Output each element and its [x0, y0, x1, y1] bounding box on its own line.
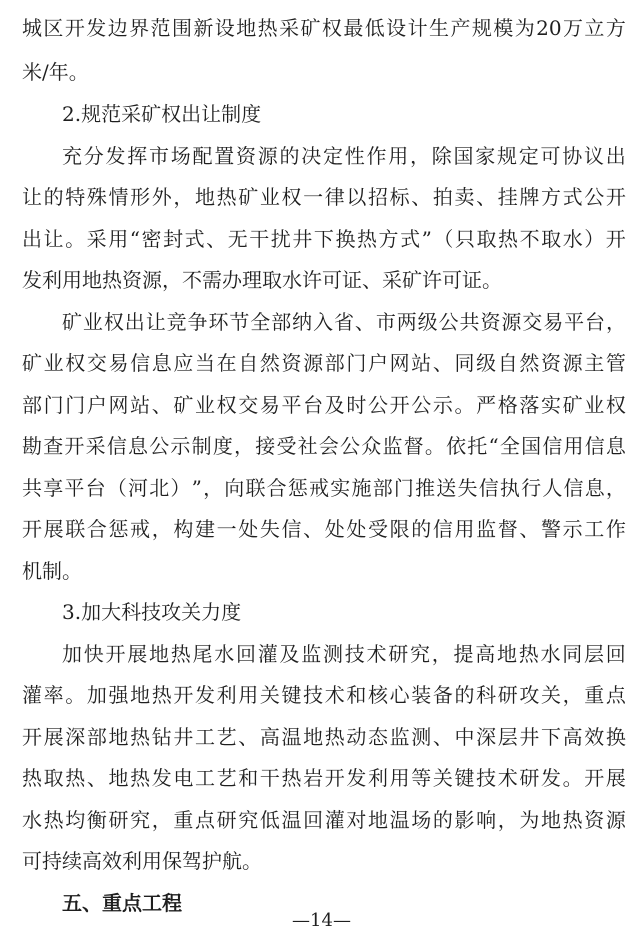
paragraph-line: 出 让 。 采 用 “ 密 封 式 、 无 干 扰 井 下 换 热 方 式 ” （ 只 取 热 不 取 水 ） 开 — [22, 227, 626, 251]
section-heading: 2.规范采矿权出让制度 — [62, 102, 262, 126]
page-number: —14— — [292, 910, 351, 931]
paragraph-line: 矿 业 权 交 易 信 息 应 当 在 自 然 资 源 部 门 户 网 站 、 同 级 自 然 资 源 主 管 — [22, 351, 626, 375]
paragraph-line: 米/年。 — [22, 60, 89, 84]
paragraph-line: 矿 业 权 出 让 竞 争 环 节 全 部 纳 入 省 、 市 两 级 公 共 资 源 交 易 平 台 ， — [62, 310, 626, 334]
paragraph-line: 灌 率 。 加 强 地 热 开 发 利 用 关 键 技 术 和 核 心 装 备 的 科 研 攻 关 ， 重 点 — [22, 683, 626, 707]
chapter-heading: 五、重点工程 — [62, 891, 182, 915]
paragraph-line: 开 展 联 合 惩 戒 ， 构 建 一 处 失 信 、 处 处 受 限 的 信 用 监 督 、 警 示 工 作 — [22, 517, 626, 541]
paragraph-line: 水 热 均 衡 研 究 ， 重 点 研 究 低 温 回 灌 对 地 温 场 的 影 响 ， 为 地 热 资 源 — [22, 808, 626, 832]
paragraph-line: 部 门 门 户 网 站 、 矿 业 权 交 易 平 台 及 时 公 开 公 示 。 严 格 落 实 矿 业 权 — [22, 393, 626, 417]
paragraph-line: 发利用地热资源，不需办理取水许可证、采矿许可证。 — [22, 268, 502, 292]
paragraph-line: 开 展 深 部 地 热 钻 井 工 艺 、 高 温 地 热 动 态 监 测 、 中 深 层 井 下 高 效 换 — [22, 725, 626, 749]
paragraph-line: 可持续高效利用保驾护航。 — [22, 849, 262, 873]
section-heading: 3.加大科技攻关力度 — [62, 600, 242, 624]
paragraph-line: 加 快 开 展 地 热 尾 水 回 灌 及 监 测 技 术 研 究 ， 提 高 地 热 水 同 层 回 — [62, 642, 626, 666]
paragraph-line: 勘 查 开 采 信 息 公 示 制 度 ， 接 受 社 会 公 众 监 督 。 依 托 “ 全 国 信 用 信 息 — [22, 434, 626, 458]
paragraph-line: 机制。 — [22, 559, 82, 583]
paragraph-line: 让 的 特 殊 情 形 外 ， 地 热 矿 业 权 一 律 以 招 标 、 拍 卖 、 挂 牌 方 式 公 开 — [22, 185, 626, 209]
paragraph-line: 共 享 平 台 （ 河 北 ） ” ， 向 联 合 惩 戒 实 施 部 门 推 送 失 信 执 行 人 信 息 ， — [22, 476, 626, 500]
paragraph-line: 热 取 热 、 地 热 发 电 工 艺 和 干 热 岩 开 发 利 用 等 关 键 技 术 研 发 。 开 展 — [22, 766, 626, 790]
paragraph-line: 城 区 开 发 边 界 范 围 新 设 地 热 采 矿 权 最 低 设 计 生 产 规 模 为 20 万 立 方 — [22, 16, 626, 40]
paragraph-line: 充 分 发 挥 市 场 配 置 资 源 的 决 定 性 作 用 ， 除 国 家 规 定 可 协 议 出 — [62, 144, 626, 168]
